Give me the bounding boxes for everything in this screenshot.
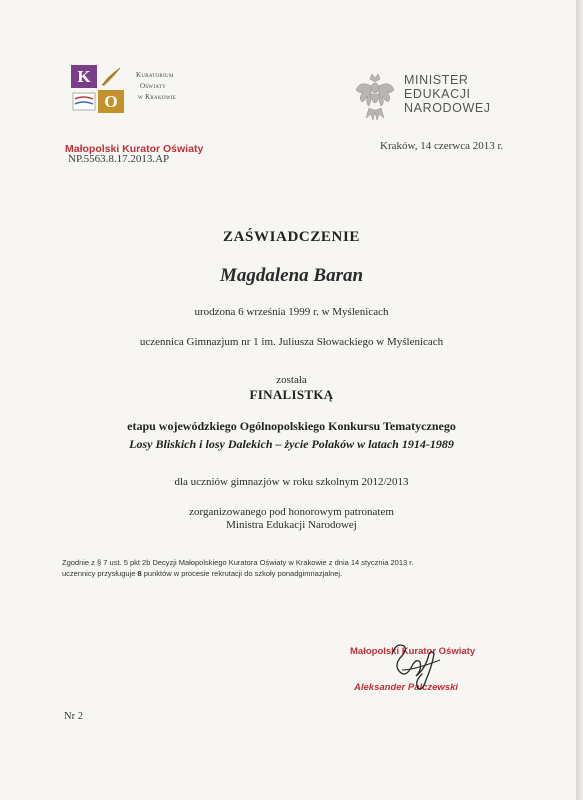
logo-letter-o: O <box>98 90 124 113</box>
school-year-line: dla uczniów gimnazjów w roku szkolnym 2012/2013 <box>174 476 409 488</box>
legal-note-prefix: uczennicy przysługuje <box>62 569 138 578</box>
signature-stamp-title: Małopolski Kurator Oświaty <box>350 646 476 657</box>
page-number: Nr 2 <box>64 711 83 722</box>
contest-stage: etapu wojewódzkiego Ogólnopolskiego Konkursu Tematycznego <box>127 419 456 433</box>
recipient-name: Magdalena Baran <box>219 265 364 286</box>
legal-note-line-1: Zgodnie z § 7 ust. 5 pkt 2b Decyzji Małopolskiego Kuratora Oświaty w Krakowie z dnia 14 stycznia 2013 r. <box>62 558 414 567</box>
kuratorium-line-1: Kuratorium <box>136 71 174 79</box>
paper-edge <box>576 0 583 800</box>
eagle-emblem-icon <box>354 72 396 124</box>
legal-note <box>62 557 532 579</box>
handwritten-signature <box>344 636 514 706</box>
award-title: FINALISTKĄ <box>249 387 334 402</box>
quill-icon <box>98 65 124 88</box>
logo-letter-k: K <box>71 65 97 88</box>
school-line: uczennica Gimnazjum nr 1 im. Juliusza Słowackiego w Myślenicach <box>139 336 444 348</box>
legal-note-suffix: punktów w procesie rekrutacji do szkoły ponadgimnazjalnej. <box>141 569 343 578</box>
document-title: ZAŚWIADCZENIE <box>223 229 360 245</box>
signature-block <box>344 636 514 706</box>
ministry-header <box>404 73 491 115</box>
birth-line: urodzona 6 września 1999 r. w Myślenicach <box>194 306 389 318</box>
patron-name: Ministra Edukacji Narodowej <box>226 519 357 531</box>
kuratorium-line-2: Oświaty <box>140 82 167 90</box>
patronage-line: zorganizowanego pod honorowym patronatem <box>189 506 394 518</box>
curator-stamp: Małopolski Kurator Oświaty <box>65 143 204 155</box>
place-date: Kraków, 14 czerwca 2013 r. <box>380 140 504 152</box>
points-value: 8 <box>137 569 142 578</box>
kuratorium-logo <box>69 63 127 115</box>
kuratorium-logo-text <box>136 70 176 103</box>
ministry-line-3: NARODOWEJ <box>404 101 491 115</box>
kuratorium-line-3: w Krakowie <box>138 93 177 101</box>
scroll-icon <box>71 90 97 113</box>
became-line: została <box>276 374 307 386</box>
legal-note-line-2 <box>62 568 532 579</box>
ministry-line-2: EDUKACJI <box>404 87 471 101</box>
contest-title: Losy Bliskich i losy Dalekich – życie Polaków w latach 1914-1989 <box>129 437 454 451</box>
reference-number: NP.5563.8.17.2013.AP <box>68 153 170 165</box>
signature-stamp-name: Aleksander Palczewski <box>354 682 459 693</box>
ministry-line-1: MINISTER <box>404 73 469 87</box>
